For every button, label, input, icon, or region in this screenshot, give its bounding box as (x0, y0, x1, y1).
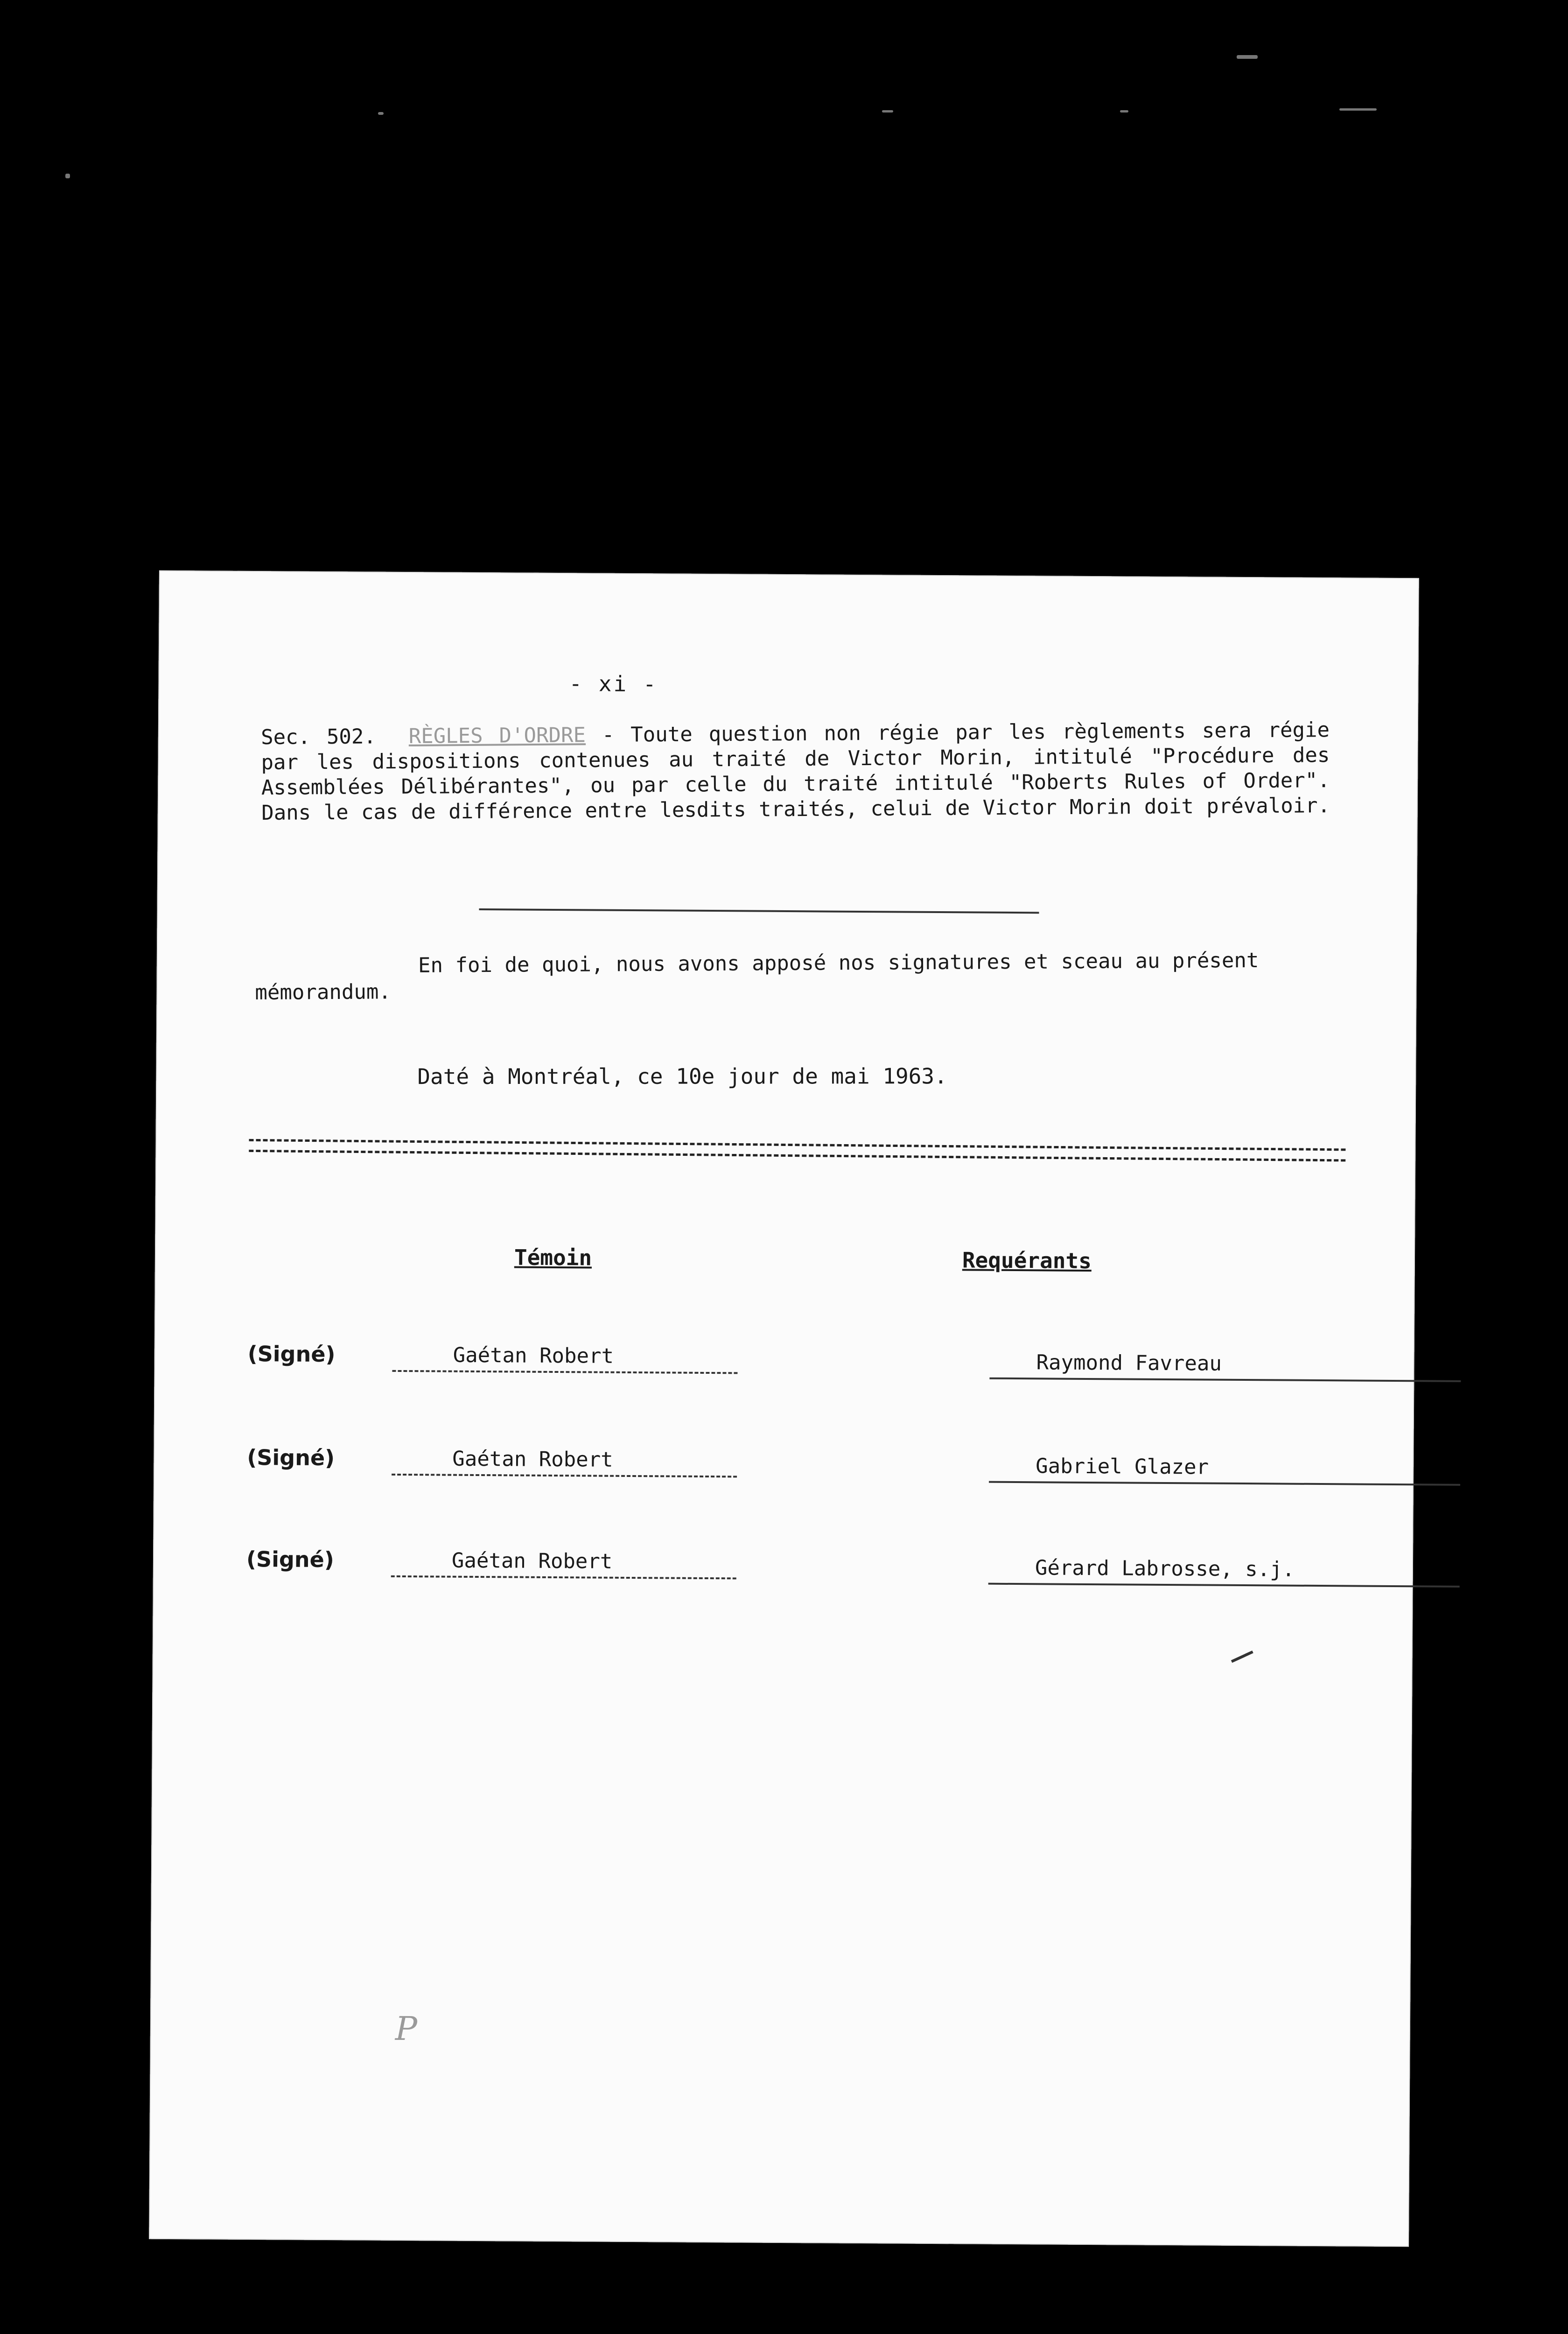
signed-label: (Signé) (247, 1341, 336, 1367)
applicants-heading: Requérants (962, 1247, 1092, 1274)
document-page (149, 570, 1419, 2247)
witness-signature-line (392, 1446, 737, 1478)
section-text-line-4: Dans le cas de différence entre lesdits traités, celui de Victor Morin doit prévaloir. (261, 794, 1330, 825)
pencil-margin-mark: P (395, 2009, 418, 2048)
applicant-signature-line (989, 1453, 1460, 1486)
witness-signature-line (391, 1547, 736, 1580)
section-text-line-1: - Toute question non régie par les règlements sera régie (585, 718, 1330, 747)
applicant-name: Gérard Labrosse, s.j. (1035, 1556, 1295, 1582)
section-prefix: Sec. 502. (260, 724, 377, 750)
applicant-name: Gabriel Glazer (1036, 1454, 1209, 1479)
memo-paragraph (255, 947, 1329, 1006)
witness-name: Gaétan Robert (452, 1447, 613, 1472)
witness-heading: Témoin (514, 1244, 592, 1271)
signed-label: (Signé) (246, 1546, 334, 1573)
signature-row (247, 1445, 1390, 1484)
date-line: Daté à Montréal, ce 10e jour de mai 1963. (417, 1063, 947, 1090)
stray-pen-mark (1231, 1651, 1253, 1663)
section-502-paragraph (261, 717, 1330, 826)
section-text-line-2: par les dispositions contenues au traité de Victor Morin, intitulé "Procédure des (261, 743, 1330, 775)
applicant-name: Raymond Favreau (1036, 1350, 1222, 1376)
signature-row (247, 1341, 1391, 1381)
witness-name: Gaétan Robert (451, 1548, 613, 1574)
witness-name: Gaétan Robert (453, 1343, 614, 1368)
page-number: - xi - (569, 671, 658, 697)
memo-line-1: En foi de quoi, nous avons apposé nos signatures et sceau au présent (418, 948, 1259, 977)
applicant-signature-line (988, 1555, 1460, 1588)
double-dashed-rule (249, 1139, 1345, 1162)
signature-row (246, 1547, 1390, 1586)
witness-signature-line (392, 1342, 737, 1374)
separator-rule (479, 908, 1039, 914)
section-heading: RÈGLES D'ORDRE (408, 723, 586, 748)
signed-label: (Signé) (247, 1444, 335, 1471)
applicant-signature-line (989, 1350, 1461, 1382)
section-text-line-3: Assemblées Délibérantes", ou par celle du traité intitulé "Roberts Rules of Order". (261, 768, 1330, 800)
memo-line-2: mémorandum. (255, 980, 391, 1005)
